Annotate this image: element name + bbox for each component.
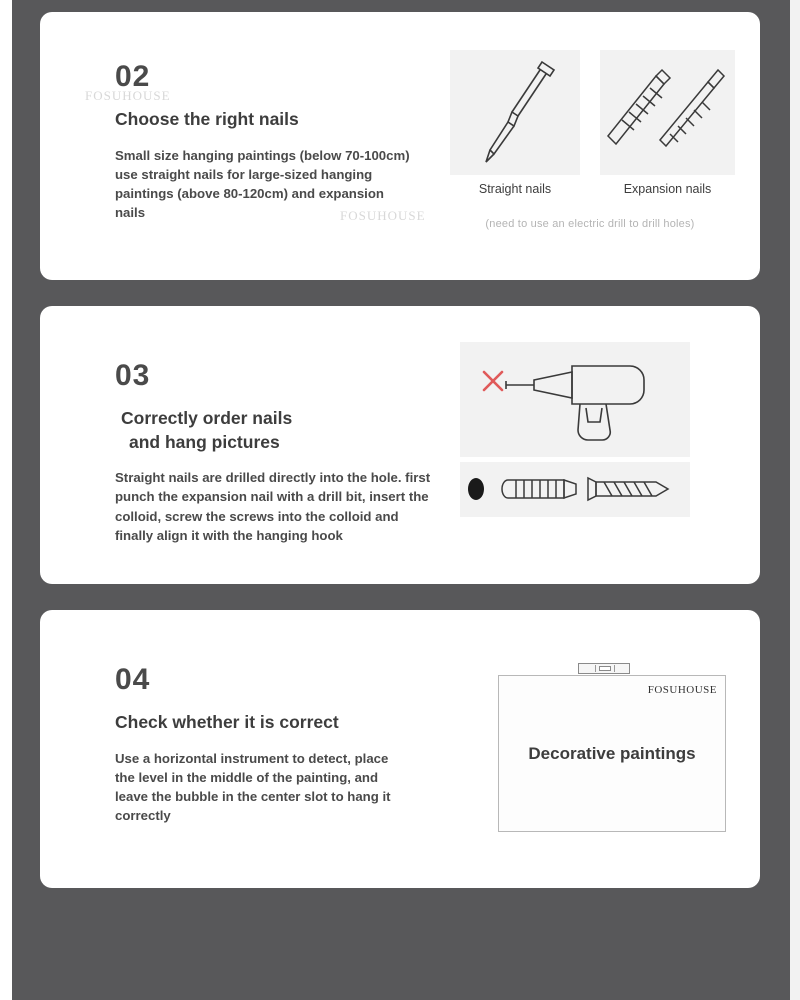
fasteners-photo — [460, 462, 690, 517]
step-number-03: 03 — [115, 359, 151, 392]
step-title-03-line1: Correctly order nails — [121, 408, 293, 428]
decorative-painting-frame — [498, 675, 726, 832]
step-body-02: Small size hanging paintings (below 70-100cm) use straight nails for large-sized hanging paintings (above 80-120cm) and expansion nails — [115, 147, 410, 221]
drill-photo — [460, 342, 690, 457]
steps-container — [40, 12, 760, 914]
step-body-04: Use a horizontal instrument to detect, place the level in the middle of the painting, and leave the bubble in the center slot to hang it correctly — [115, 750, 391, 824]
straight-nail-photo — [450, 50, 580, 175]
nails-illustration — [440, 50, 740, 230]
brand-watermark-secondary: FOSUHOUSE — [340, 208, 426, 223]
drill-note: (need to use an electric drill to drill holes) — [485, 218, 695, 230]
brand-watermark: FOSUHOUSE — [85, 88, 171, 103]
expansion-nail-photo — [600, 50, 735, 175]
fasteners-icon — [460, 462, 690, 517]
spirit-level-icon — [578, 663, 630, 674]
page-right-edge — [790, 0, 800, 1000]
caption-straight-nails: Straight nails — [478, 182, 552, 196]
step-number-04: 04 — [115, 663, 151, 696]
step-title-03-line2: and hang pictures — [129, 431, 280, 452]
step-number-02: 02 — [115, 60, 151, 93]
step-card-02 — [40, 12, 760, 280]
step-card-04 — [40, 610, 760, 888]
frame-label: Decorative paintings — [528, 743, 696, 763]
painting-check-illustration — [460, 655, 720, 835]
step-title-02: Choose the right nails — [115, 109, 299, 129]
drill-illustration — [430, 342, 730, 552]
page-left-edge — [0, 0, 12, 1000]
step-title-04: Check whether it is correct — [115, 712, 339, 732]
straight-nail-icon — [450, 50, 580, 175]
expansion-nail-icon — [600, 50, 735, 175]
step-card-03 — [40, 306, 760, 584]
electric-drill-icon — [460, 342, 690, 457]
step-body-03: Straight nails are drilled directly into the hole. first punch the expansion nail with a drill bit, insert the colloid, screw the screws into the colloid and finally align it with the hanging hook — [115, 470, 431, 543]
frame-brand-label: FOSUHOUSE — [647, 684, 717, 696]
caption-expansion-nails: Expansion nails — [623, 182, 712, 196]
